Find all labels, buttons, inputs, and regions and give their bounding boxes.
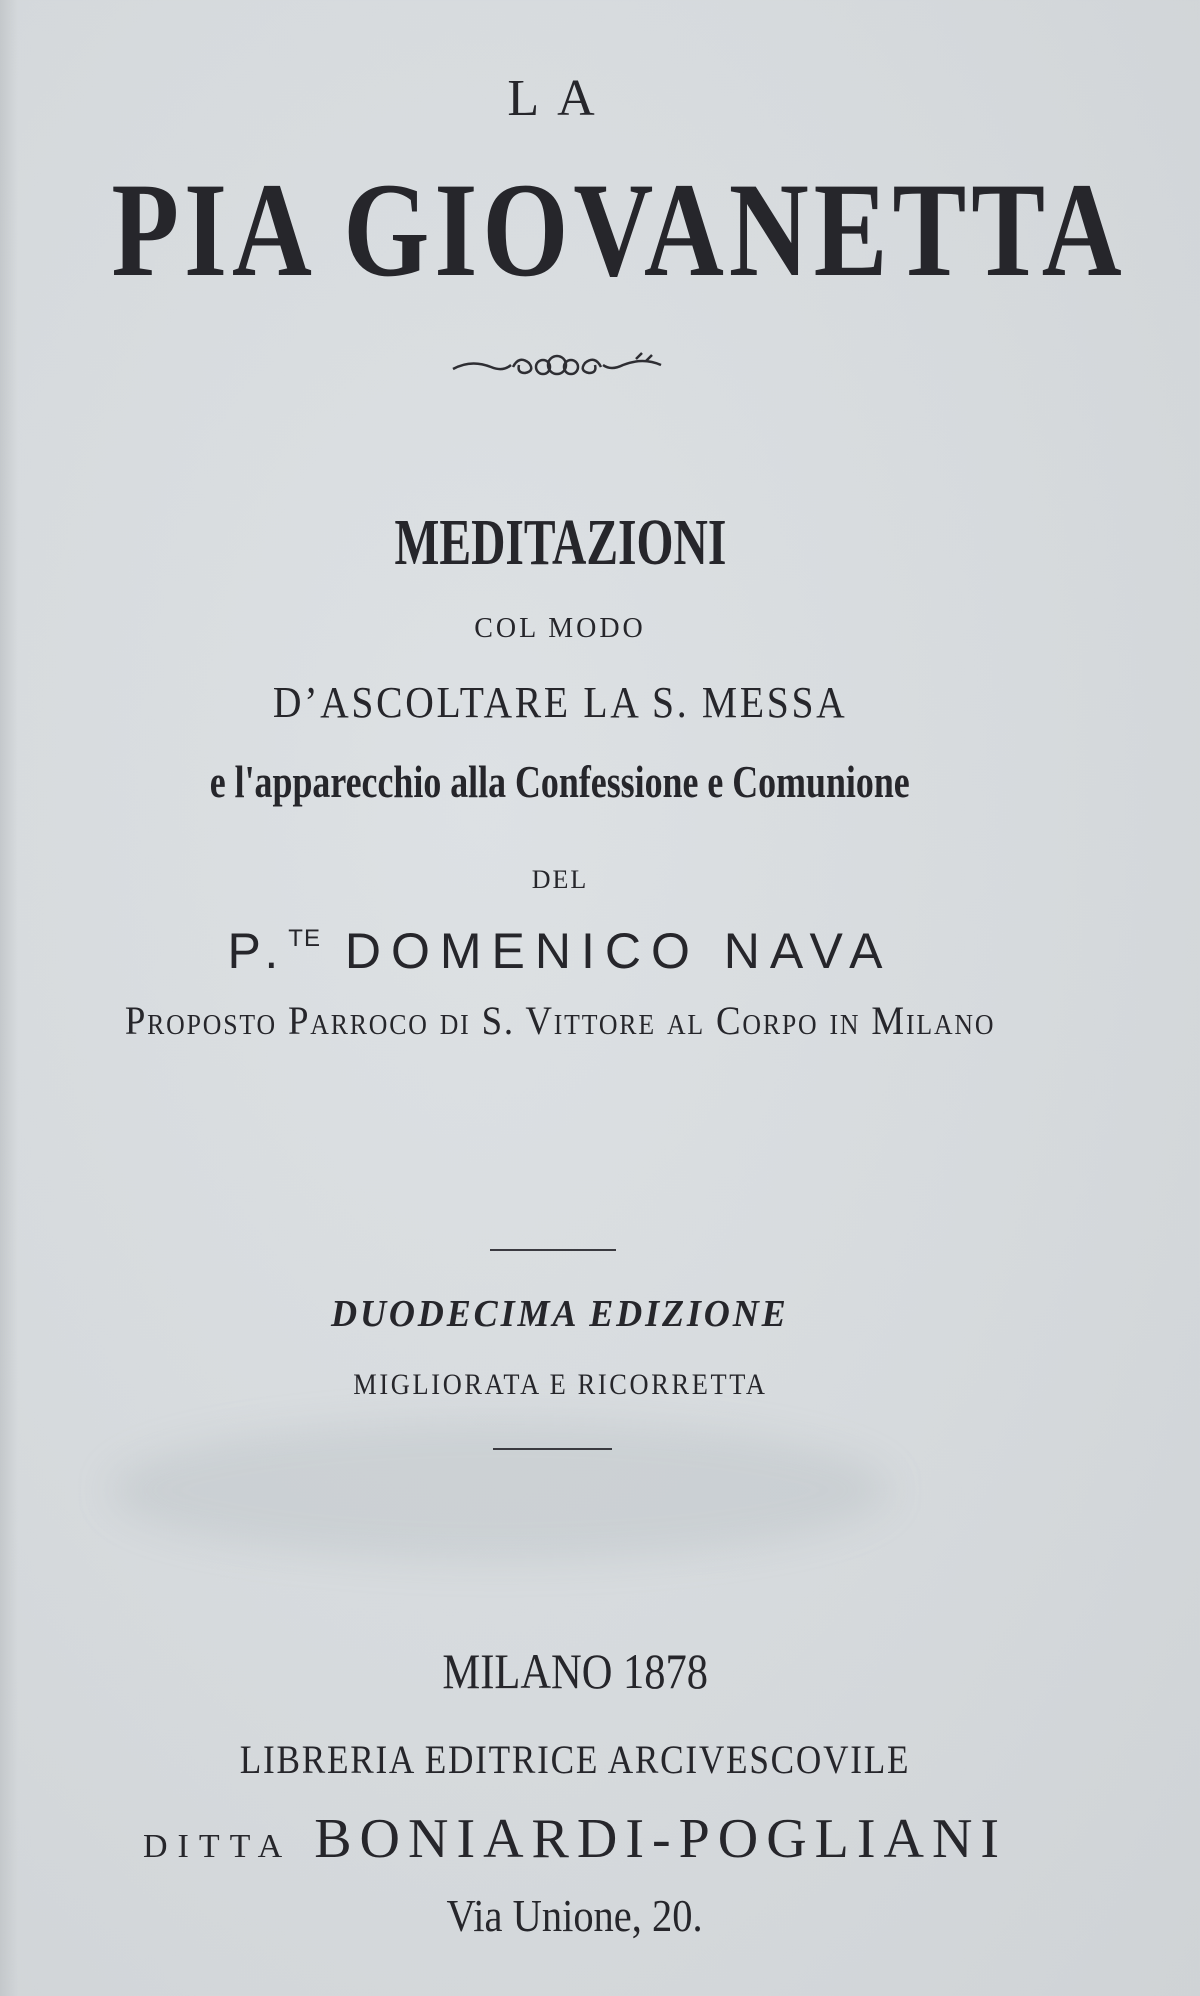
author-name — [0, 923, 1120, 979]
subtitle: MEDITAZIONI — [394, 506, 726, 579]
firm-name: BONIARDI-POGLIANI — [314, 1808, 1008, 1870]
imprint-publisher: LIBRERIA EDITRICE ARCIVESCOVILE — [239, 1737, 911, 1782]
imprint-address: Via Unione, 20. — [446, 1890, 704, 1941]
subtitle-line-ascoltare: D’ASCOLTARE LA S. MESSA — [272, 678, 848, 727]
author-prefix-superscript: TE — [288, 925, 321, 952]
paper-stain — [110, 1420, 890, 1560]
byline-del: DEL — [531, 865, 589, 894]
book-title: PIA GIOVANETTA — [111, 156, 1127, 305]
subtitle-line-apparecchio: e l'apparecchio alla Confessione e Comunione — [209, 756, 911, 807]
author-name-text: DOMENICO NAVA — [344, 923, 893, 979]
edition: DUODECIMA EDIZIONE — [331, 1293, 789, 1335]
title-article: LA — [507, 70, 613, 127]
ornament-flourish-icon — [451, 345, 663, 385]
divider-rule — [490, 1249, 616, 1251]
firm-prefix: DITTA — [142, 1828, 293, 1865]
author-prefix: P. — [227, 923, 289, 979]
divider-rule — [493, 1448, 612, 1450]
imprint-firm — [0, 1808, 1150, 1870]
edition-note: MIGLIORATA E RICORRETTA — [352, 1368, 768, 1401]
page-edge-shadow — [0, 0, 18, 1996]
author-role: Proposto Parroco di S. Vittore al Corpo in Milano — [124, 998, 996, 1043]
imprint-place-year: MILANO 1878 — [442, 1643, 708, 1699]
subtitle-line-col-modo: COL MODO — [474, 613, 646, 644]
